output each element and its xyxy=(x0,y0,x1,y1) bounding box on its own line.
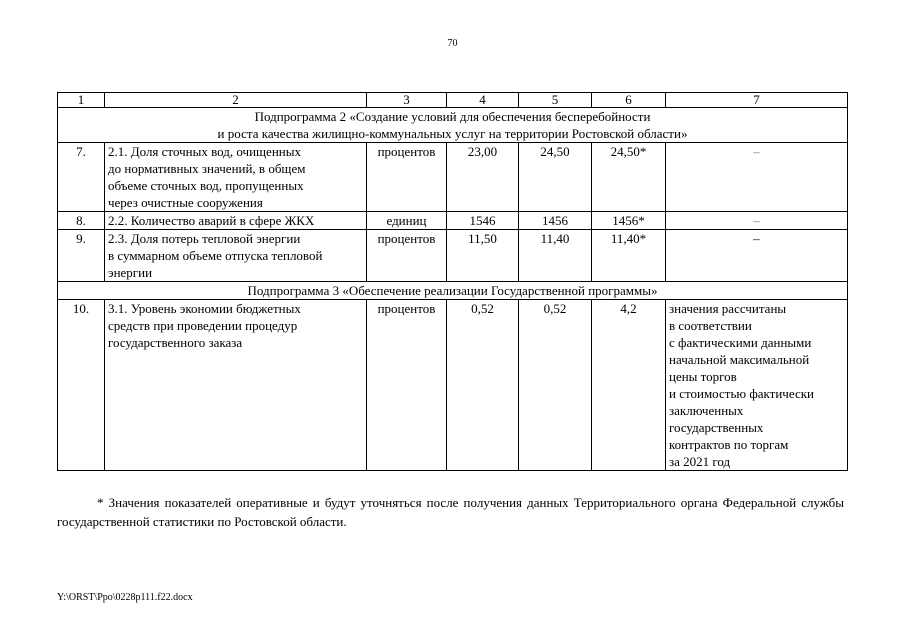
note-line: контрактов по торгам xyxy=(669,437,789,452)
unit: процентов xyxy=(367,143,447,212)
note-line: в соответствии xyxy=(669,318,752,333)
indicator-line: до нормативных значений, в общем xyxy=(108,161,306,176)
value-col5: 11,40 xyxy=(519,230,592,282)
note-line: значения рассчитаны xyxy=(669,301,787,316)
indicators-table xyxy=(57,92,848,471)
note-line: за 2021 год xyxy=(669,454,731,469)
value-col4: 1546 xyxy=(447,212,519,230)
value-col6: 24,50* xyxy=(592,143,666,212)
value-col4: 23,00 xyxy=(447,143,519,212)
row-number: 10. xyxy=(58,300,105,471)
header-cell: 3 xyxy=(367,93,447,108)
table-row xyxy=(58,143,848,212)
subprogram-2-title-line: и роста качества жилищно-коммунальных услуг на территории Ростовской области» xyxy=(217,126,688,141)
subprogram-2-title-line: Подпрограмма 2 «Создание условий для обеспечения бесперебойности xyxy=(254,109,651,124)
table-row xyxy=(58,230,848,282)
unit: единиц xyxy=(367,212,447,230)
header-cell: 1 xyxy=(58,93,105,108)
indicator-name xyxy=(105,300,367,471)
indicator-line: в суммарном объеме отпуска тепловой xyxy=(108,248,323,263)
header-cell: 2 xyxy=(105,93,367,108)
indicator-line: средств при проведении процедур xyxy=(108,318,298,333)
note-line: цены торгов xyxy=(669,369,737,384)
row-number: 7. xyxy=(58,143,105,212)
file-path: Y:\ORST\Ppo\0228p111.f22.docx xyxy=(57,592,193,603)
subprogram-2-title xyxy=(58,108,848,143)
unit: процентов xyxy=(367,300,447,471)
note-line: государственных xyxy=(669,420,764,435)
value-col6: 11,40* xyxy=(592,230,666,282)
note-line: с фактическими данными xyxy=(669,335,812,350)
indicator-line: 2.1. Доля сточных вод, очищенных xyxy=(108,144,301,159)
subprogram-2-title-row xyxy=(58,108,848,143)
table-row xyxy=(58,212,848,230)
value-col6: 1456* xyxy=(592,212,666,230)
note xyxy=(666,300,848,471)
header-cell: 4 xyxy=(447,93,519,108)
value-col6: 4,2 xyxy=(592,300,666,471)
subprogram-3-title: Подпрограмма 3 «Обеспечение реализации Государственной программы» xyxy=(58,282,848,300)
indicator-line: энергии xyxy=(108,265,153,280)
indicator-line: 2.3. Доля потерь тепловой энергии xyxy=(108,231,301,246)
header-cell: 5 xyxy=(519,93,592,108)
indicator-line: 3.1. Уровень экономии бюджетных xyxy=(108,301,301,316)
note: – xyxy=(666,212,848,230)
value-col5: 24,50 xyxy=(519,143,592,212)
indicator-line: объеме сточных вод, пропущенных xyxy=(108,178,304,193)
footnote: * Значения показателей оперативные и будут уточняться после получения данных Территориального органа Федеральной службы государственной статистики по Ростовской области. xyxy=(57,495,844,529)
note: – xyxy=(666,230,848,282)
indicator-name xyxy=(105,230,367,282)
note-line: начальной максимальной xyxy=(669,352,810,367)
row-number: 9. xyxy=(58,230,105,282)
subprogram-3-title-row xyxy=(58,282,848,300)
table-header-row xyxy=(58,93,848,108)
value-col5: 1456 xyxy=(519,212,592,230)
table-row xyxy=(58,300,848,471)
page-number: 70 xyxy=(447,38,458,49)
row-number: 8. xyxy=(58,212,105,230)
value-col4: 0,52 xyxy=(447,300,519,471)
value-col4: 11,50 xyxy=(447,230,519,282)
value-col5: 0,52 xyxy=(519,300,592,471)
note-line: заключенных xyxy=(669,403,744,418)
indicator-name xyxy=(105,212,367,230)
header-cell: 7 xyxy=(666,93,848,108)
note-line: и стоимостью фактически xyxy=(669,386,814,401)
indicator-line: государственного заказа xyxy=(108,335,243,350)
indicator-line: 2.2. Количество аварий в сфере ЖКХ xyxy=(108,213,315,228)
note: – xyxy=(666,143,848,212)
header-cell: 6 xyxy=(592,93,666,108)
indicator-name xyxy=(105,143,367,212)
indicator-line: через очистные сооружения xyxy=(108,195,263,210)
unit: процентов xyxy=(367,230,447,282)
